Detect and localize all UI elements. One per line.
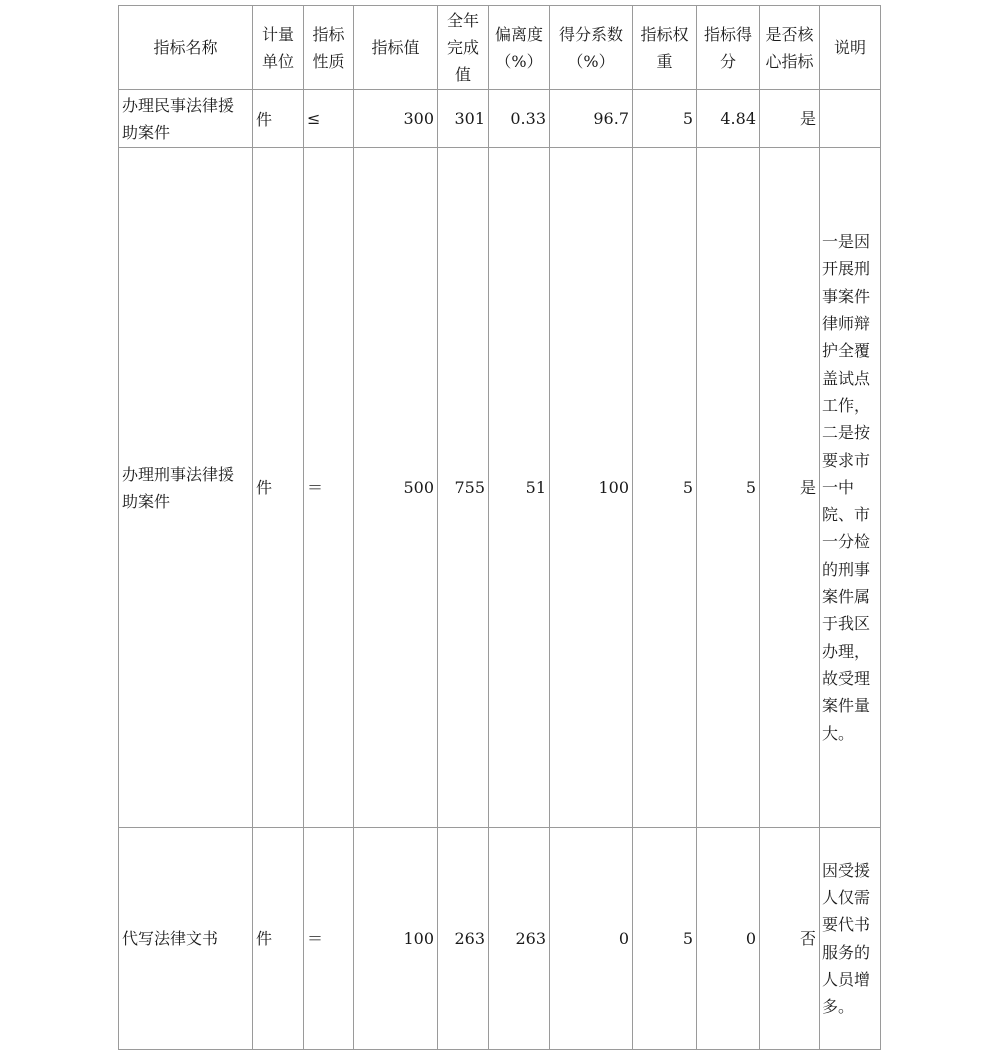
target-value: 100 xyxy=(354,828,438,1050)
core-flag: 是 xyxy=(760,90,820,148)
weight: 5 xyxy=(633,90,697,148)
score: 4.84 xyxy=(697,90,760,148)
header-score: 指标得分 xyxy=(697,6,760,90)
weight: 5 xyxy=(633,148,697,828)
table-row xyxy=(119,90,881,148)
note: 因受援人仅需要代书服务的人员增多。 xyxy=(820,828,881,1050)
core-flag: 否 xyxy=(760,828,820,1050)
indicator-name: 代写法律文书 xyxy=(119,828,253,1050)
header-weight: 指标权重 xyxy=(633,6,697,90)
header-row xyxy=(119,6,881,90)
header-coefficient: 得分系数（%） xyxy=(550,6,633,90)
nature: ＝ xyxy=(304,148,354,828)
header-nature: 指标性质 xyxy=(304,6,354,90)
score: 5 xyxy=(697,148,760,828)
weight: 5 xyxy=(633,828,697,1050)
coefficient: 100 xyxy=(550,148,633,828)
performance-indicator-table xyxy=(118,5,881,1050)
note xyxy=(820,90,881,148)
header-deviation: 偏离度（%） xyxy=(489,6,550,90)
header-core: 是否核心指标 xyxy=(760,6,820,90)
actual-value: 301 xyxy=(438,90,489,148)
table-row xyxy=(119,148,881,828)
header-unit: 计量单位 xyxy=(253,6,304,90)
header-target: 指标值 xyxy=(354,6,438,90)
table-row xyxy=(119,828,881,1050)
target-value: 300 xyxy=(354,90,438,148)
nature: ＝ xyxy=(304,828,354,1050)
header-note: 说明 xyxy=(820,6,881,90)
core-flag: 是 xyxy=(760,148,820,828)
deviation: 51 xyxy=(489,148,550,828)
unit: 件 xyxy=(253,828,304,1050)
actual-value: 263 xyxy=(438,828,489,1050)
unit: 件 xyxy=(253,148,304,828)
nature: ≤ xyxy=(304,90,354,148)
score: 0 xyxy=(697,828,760,1050)
header-actual: 全年完成值 xyxy=(438,6,489,90)
coefficient: 96.7 xyxy=(550,90,633,148)
indicator-name: 办理民事法律援助案件 xyxy=(119,90,253,148)
header-name: 指标名称 xyxy=(119,6,253,90)
deviation: 263 xyxy=(489,828,550,1050)
deviation: 0.33 xyxy=(489,90,550,148)
actual-value: 755 xyxy=(438,148,489,828)
indicator-name: 办理刑事法律援助案件 xyxy=(119,148,253,828)
unit: 件 xyxy=(253,90,304,148)
coefficient: 0 xyxy=(550,828,633,1050)
target-value: 500 xyxy=(354,148,438,828)
note: 一是因开展刑事案件律师辩护全覆盖试点工作，二是按要求市一中院、市一分检的刑事案件属于我区办理，故受理案件量大。 xyxy=(820,148,881,828)
